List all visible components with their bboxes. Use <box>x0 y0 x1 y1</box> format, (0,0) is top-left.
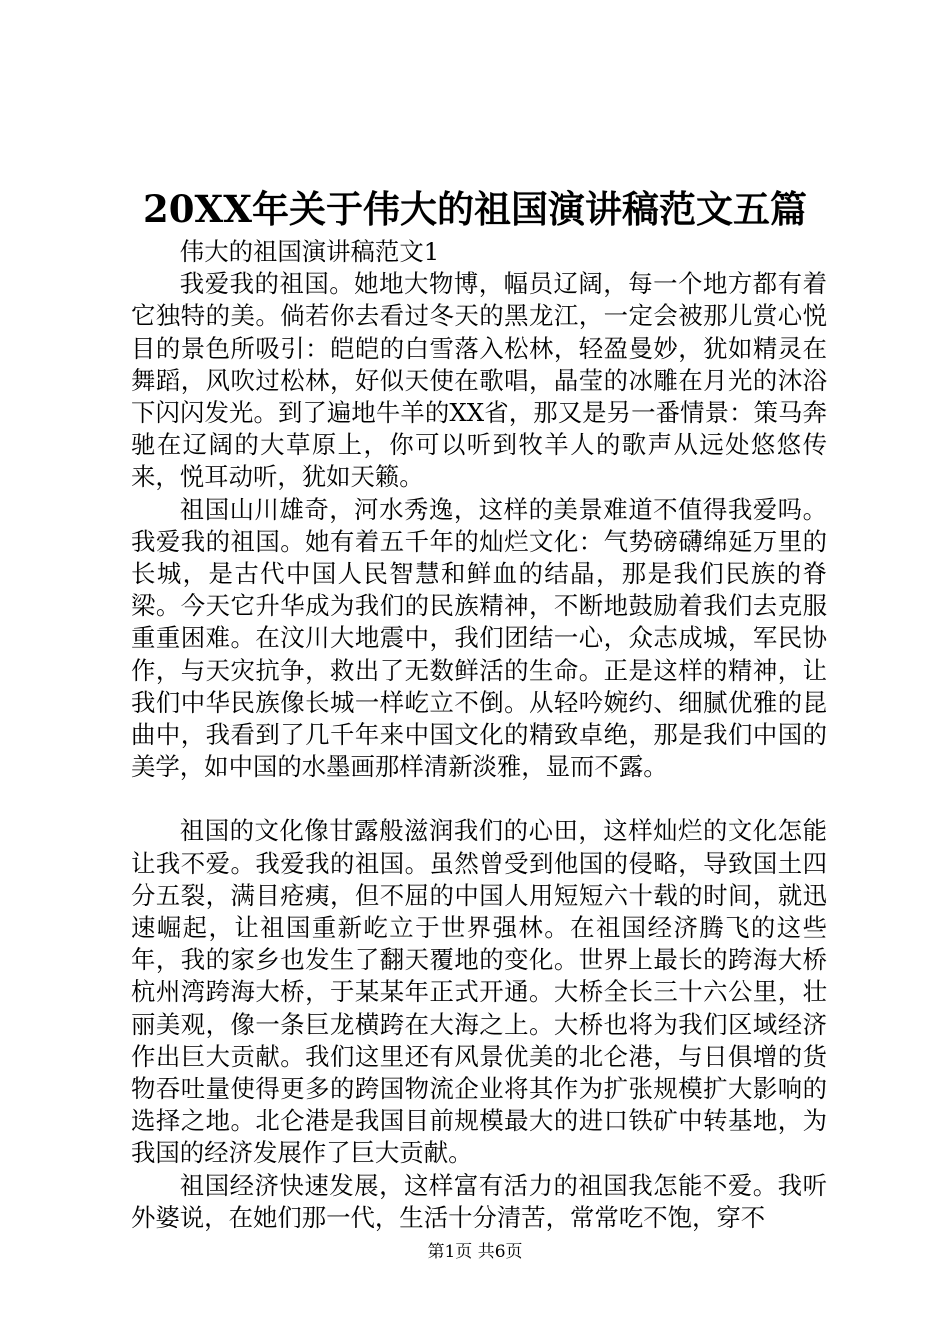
paragraph-2: 祖国山川雄奇，河水秀逸，这样的美景难道不值得我爱吗。我爱我的祖国。她有着五千年的灿烂文化：气势磅礴绵延万里的长城，是古代中国人民智慧和鲜血的结晶，那是我们民族的脊梁。今天它升华成为我们的民族精神，不断地鼓励着我们去克服重重困难。在汶川大地震中，我们团结一心，众志成城，军民协作，与天灾抗争，救出了无数鲜活的生命。正是这样的精神，让我们中华民族像长城一样屹立不倒。从轻吟婉约、细腻优雅的昆曲中，我看到了几千年来中国文化的精致卓绝，那是我们中国的美学，如中国的水墨画那样清新淡雅，显而不露。 <box>131 494 827 782</box>
document-title: 20XX年关于伟大的祖国演讲稿范文五篇 <box>143 187 807 231</box>
paragraph-4: 祖国经济快速发展，这样富有活力的祖国我怎能不爱。我听外婆说，在她们那一代，生活十分清苦，常常吃不饱，穿不 <box>131 1170 827 1232</box>
page-footer: 第1页 共6页 <box>427 1242 523 1262</box>
paragraph-3: 祖国的文化像甘露般滋润我们的心田，这样灿烂的文化怎能让我不爱。我爱我的祖国。虽然曾受到他国的侵略，导致国土四分五裂，满目疮痍，但不屈的中国人用短短六十载的时间，就迅速崛起，让祖国重新屹立于世界强林。在祖国经济腾飞的这些年，我的家乡也发生了翻天覆地的变化。世界上最长的跨海大桥杭州湾跨海大桥，于某某年正式开通。大桥全长三十六公里，壮丽美观，像一条巨龙横跨在大海之上。大桥也将为我们区域经济作出巨大贡献。我们这里还有风景优美的北仑港，与日俱增的货物吞吐量使得更多的跨国物流企业将其作为扩张规模扩大影响的选择之地。北仑港是我国目前规模最大的进口铁矿中转基地，为我国的经济发展作了巨大贡献。 <box>131 816 827 1168</box>
section-heading: 伟大的祖国演讲稿范文1 <box>179 237 440 266</box>
document-body <box>131 236 827 1234</box>
paragraph-1: 我爱我的祖国。她地大物博，幅员辽阔，每一个地方都有着它独特的美。倘若你去看过冬天的黑龙江，一定会被那儿赏心悦目的景色所吸引：皑皑的白雪落入松林，轻盈曼妙，犹如精灵在舞蹈，风吹过松林，好似天使在歌唱，晶莹的冰雕在月光的沐浴下闪闪发光。到了遍地牛羊的XX省，那又是另一番情景：策马奔驰在辽阔的大草原上，你可以听到牧羊人的歌声从远处悠悠传来，悦耳动听，犹如天籁。 <box>131 269 827 492</box>
